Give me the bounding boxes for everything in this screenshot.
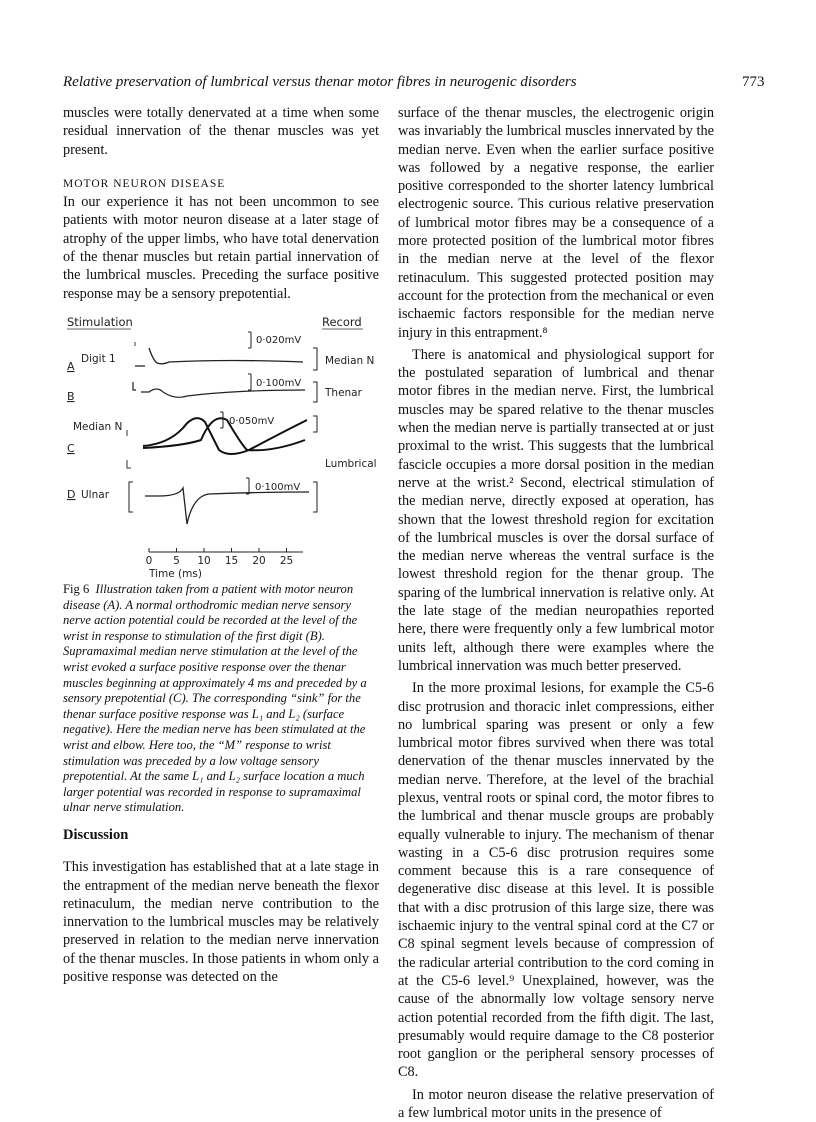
trace-letter-c: C	[67, 442, 75, 455]
figure-6-traces	[63, 312, 383, 580]
time-tick-label: 15	[224, 555, 239, 567]
trace-scale-d: 0·100mV	[255, 482, 301, 493]
paragraph: There is anatomical and physiological support for the postulated separation of lumbrical and thenar motor fibres in the median nerve. First, the lumbrical muscles may be spared relative to the thenar muscles when the median nerve is partially transected at or just proximal to the wrist. This suggests that the lumbrical fascicle occupies a more dorsal position in the median nerve at the wrist.² Second, electrical stimulation of the median nerve, directly exposed at operation, has shown that the lowest threshold region for excitation of the lumbrical muscles is over the dorsal surface of the median nerve whereas the ventral surface is the lowest threshold region for the thenar group. The sparing of the lumbrical innervation is relative only. At the late stage of the median neuropathies reported here, there were frequently only a few lumbrical motor units left, although there were examples where the lumbrical innervation was much better preserved.	[398, 346, 714, 674]
paragraph: In the more proximal lesions, for example the C5-6 disc protrusion and thoracic inlet compressions, either no lumbrical sparing was present or only a few lumbrical motor fibres survived when there was total denervation of the thenar muscles innervated by the median nerve. Therefore, at the level of the brachial plexus, ventral roots or spinal cord, the motor fibres to the lumbrical and thenar muscle groups are probably equally vulnerable to injury. The mechanism of thenar wasting in a C5-6 disc protrusion requires some comment because this is a rare consequence of degenerative disc disease at this level. It is possible that with a disc protrusion of this large size, there was ischaemic injury to the ventral spinal cord at the C7 or C8 spinal segment levels because of compression of the radicular arterial contribution to the cord coming in at the C5-6 level.⁹ Unexplained, however, was the cause of the abnormally low voltage sensory nerve action potential recorded from the fifth digit. The last, presumably would require damage to the C8 posterior root ganglion or the peripheral sensory processes of C8.	[398, 680, 714, 1081]
trace-c-record-bracket	[313, 416, 317, 432]
left-column-bottom	[63, 826, 379, 986]
record-header: Record	[322, 315, 362, 329]
paragraph: In motor neuron disease the relative preservation of a few lumbrical motor units in the presence of	[398, 1086, 714, 1122]
trace-c-stim-marks	[127, 430, 131, 468]
paragraph: surface of the thenar muscles, the electrogenic origin was invariably the lumbrical muscles innervated by the median nerve. Even when the earlier surface positive was followed by a negative response, the earlier positive corresponded to the shorter latency lumbrical electrogenic source. This curious relative preservation of lumbrical motor fibres may be a consequence of a more protected position of the lumbrical motor fibres in the median nerve at the level of the flexor retinaculum. This suggested protected position may account for the protection from the mechanical or even ischaemic factors responsible for the median nerve injury in this entrapment.⁸	[398, 105, 714, 341]
left-column-top	[63, 104, 379, 303]
time-axis-ticks	[146, 548, 294, 567]
paragraph: In our experience it has not been uncommon to see patients with motor neuron disease at a later stage of atrophy of the upper limbs, who have total denervation of the thenar muscles but retain partial innervation of the lumbrical muscles. Preceding the surface positive response may be a sensory prepotential.	[63, 194, 379, 302]
trace-stim-c: Median N	[73, 421, 123, 433]
section-heading-mnd: MOTOR NEURON DISEASE	[63, 177, 226, 190]
time-tick-label: 20	[252, 555, 266, 567]
time-tick-label: 25	[279, 555, 294, 567]
time-tick-label: 0	[145, 555, 153, 567]
stimulation-header: Stimulation	[67, 315, 133, 329]
time-tick-label: 5	[173, 555, 180, 567]
trace-letter-b: B	[67, 390, 75, 403]
paragraph: This investigation has established that at a late stage in the entrapment of the median nerve beneath the flexor retinaculum, the median nerve contribution to the innervation to the lumbrical muscles may be relatively preserved in relation to the median nerve innervation of the thenar muscles. In those patients in whom only a positive response was detected on the	[63, 859, 379, 986]
trace-record-b: Thenar	[325, 387, 362, 399]
trace-a-scale-bar	[248, 332, 251, 348]
trace-record-c: Lumbrical	[325, 458, 377, 470]
time-tick-label: 10	[197, 555, 211, 567]
trace-d-record-bracket	[313, 482, 317, 512]
trace-scale-c: 0·050mV	[229, 416, 275, 427]
trace-stim-a: Digit 1	[81, 353, 116, 365]
trace-letter-d: D	[67, 488, 76, 501]
trace-c-scale-bar	[220, 412, 223, 428]
trace-b-record-bracket	[313, 382, 317, 402]
section-heading-discussion: Discussion	[63, 827, 129, 843]
page-number: 773	[742, 74, 765, 90]
trace-c-waveform-1	[143, 418, 307, 454]
trace-scale-b: 0·100mV	[256, 378, 302, 389]
running-title: Relative preservation of lumbrical versus thenar motor fibres in neurogenic disorders	[63, 74, 577, 90]
time-axis-label: Time (ms)	[149, 568, 202, 580]
caption-text: Illustration taken from a patient with motor neuron disease (A). A normal orthodromic median nerve sensory nerve action potential could be recorded at the level of the wrist in response to stimulation of the first digit (B). Supramaximal median nerve stimulation at the level of the wrist evoked a surface positive response over the thenar muscles beginning at approximately 4 ms and preceded by a sensory prepotential (C). The corresponding “sink” for the thenar surface positive response was L₁ and L₂ (surface negative). Here the median nerve has been stimulated at the wrist and elbow. Here too, the “M” response to wrist stimulation was preceded by a low voltage sensory prepotential. At the same L₁ and L₂ surface location a much larger potential was recorded in response to supramaximal ulnar nerve stimulation.	[63, 582, 367, 815]
trace-a-waveform	[135, 348, 303, 366]
right-column	[398, 104, 714, 1122]
caption-label: Fig 6	[63, 582, 90, 596]
trace-d-stim-bracket	[129, 482, 133, 512]
trace-a-record-bracket	[313, 348, 317, 370]
trace-letter-a: A	[67, 360, 75, 373]
trace-d-waveform	[145, 488, 309, 524]
trace-b-scale-bar	[248, 374, 251, 390]
trace-stim-d: Ulnar	[81, 489, 110, 501]
trace-d-scale-bar	[246, 478, 249, 494]
trace-record-a: Median N	[325, 355, 375, 367]
paragraph: muscles were totally denervated at a time when some residual innervation of the thenar muscles was yet present.	[63, 105, 379, 158]
trace-scale-a: 0·020mV	[256, 335, 302, 346]
figure-caption	[63, 582, 379, 816]
